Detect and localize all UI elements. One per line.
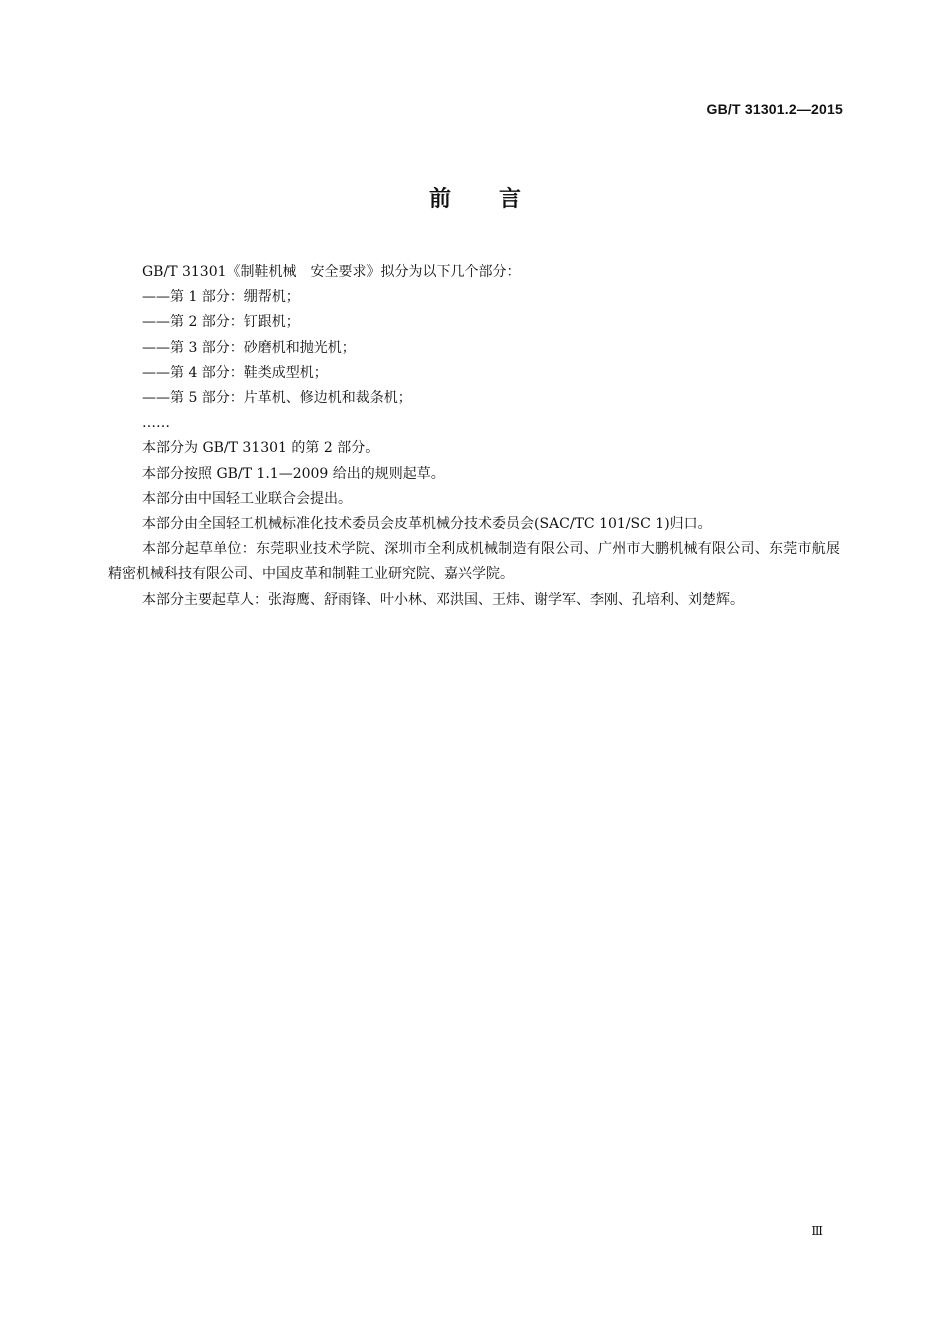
paragraph-committee: 本部分由全国轻工机械标准化技术委员会皮革机械分技术委员会(SAC/TC 101/SC 1)归口。 [142,516,712,533]
part-list-item: ——第 3 部分：砂磨机和抛光机； [142,339,356,356]
standard-code: GB/T 31301.2—2015 [706,101,843,117]
intro-paragraph: GB/T 31301《制鞋机械 安全要求》拟分为以下几个部分： [142,264,521,280]
paragraph-drafting-rules: 本部分按照 GB/T 1.1—2009 给出的规则起草。 [142,465,445,482]
part-list-item: ——第 1 部分：绷帮机； [142,289,300,306]
paragraph-part-number: 本部分为 GB/T 31301 的第 2 部分。 [142,440,380,457]
paragraph-proposer: 本部分由中国轻工业联合会提出。 [142,490,352,507]
part-list-item: ——第 2 部分：钉跟机； [142,314,300,331]
part-list-item: ——第 5 部分：片革机、修边机和裁条机； [142,390,412,407]
page-title: 前言 [428,187,569,212]
part-list-item: ——第 4 部分：鞋类成型机； [142,364,328,381]
paragraph-drafting-units: 本部分起草单位：东莞职业技术学院、深圳市全利成机械制造有限公司、广州市大鹏机械有限公司、东莞市航展精密机械科技有限公司、中国皮革和制鞋工业研究院、嘉兴学院。 [108,541,840,583]
page-number: Ⅲ [811,1224,823,1238]
paragraph-drafters: 本部分主要起草人：张海鹰、舒雨锋、叶小林、邓洪国、王炜、谢学军、李刚、孔培利、刘楚辉。 [142,591,744,608]
foreword-body [108,260,840,613]
part-list-ellipsis: …… [142,415,170,432]
